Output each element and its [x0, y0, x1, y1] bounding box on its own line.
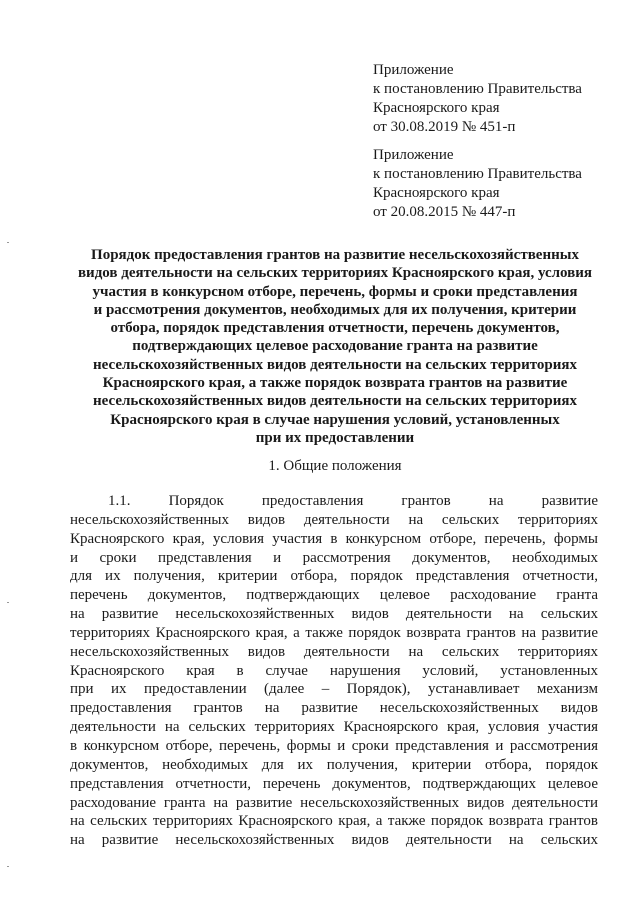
- paragraph-line: Красноярского края в случае нарушения условий, установленных: [70, 662, 598, 679]
- paragraph-line: и сроки представления и рассмотрения документов, необходимых: [70, 549, 598, 566]
- appendix-region-line: Красноярского края: [373, 100, 500, 116]
- title-line: подтверждающих целевое расходование гранта на развитие: [132, 338, 538, 355]
- title-line: при их предоставлении: [255, 429, 415, 446]
- appendix-region-line: Красноярского края: [373, 185, 500, 201]
- appendix-block-2019: [373, 61, 582, 137]
- paragraph-line: расходование гранта на развитие несельскохозяйственных видов деятельности: [70, 794, 598, 811]
- appendix-label: Приложение: [373, 147, 454, 163]
- title-line: отбора, порядок представления отчетности, перечень документов,: [110, 320, 560, 337]
- appendix-resolution-line: к постановлению Правительства: [373, 166, 582, 182]
- paragraph-1-1: [70, 492, 598, 850]
- paragraph-line: для их получения, критерии отбора, порядок представления отчетности,: [70, 568, 598, 585]
- paragraph-line: территориях Красноярского края, а также порядок возврата грантов на развитие: [70, 624, 598, 641]
- appendix-date-number: от 30.08.2019 № 451-п: [373, 119, 516, 135]
- scan-mark: [7, 866, 9, 867]
- paragraph-line: на развитие несельскохозяйственных видов деятельности на сельских: [70, 832, 598, 849]
- paragraph-line: 1.1. Порядок предоставления грантов на развитие: [108, 493, 598, 509]
- document-title: [60, 246, 610, 447]
- appendix-date-number: от 20.08.2015 № 447-п: [373, 204, 516, 220]
- section-heading: 1. Общие положения: [268, 458, 402, 474]
- paragraph-line: Красноярского края, условия участия в конкурсном отборе, перечень, формы: [70, 530, 598, 547]
- title-line: Красноярского края в случае нарушения условий, установленных: [110, 411, 560, 428]
- appendix-block-2015: [373, 146, 582, 222]
- appendix-label: Приложение: [373, 62, 454, 78]
- paragraph-line: документов, необходимых для их получения, критерии отбора, порядок: [70, 756, 598, 773]
- paragraph-line: деятельности на сельских территориях Красноярского края, условия участия: [70, 719, 598, 736]
- paragraph-line: предоставления грантов на развитие несельскохозяйственных видов: [70, 700, 598, 717]
- paragraph-line: на сельских территориях Красноярского края, а также порядок возврата грантов: [70, 813, 598, 830]
- paragraph-line: несельскохозяйственных видов деятельности на сельских территориях: [70, 643, 598, 660]
- title-line: несельскохозяйственных видов деятельности на сельских территориях: [93, 356, 577, 373]
- title-line: и рассмотрения документов, необходимых для их получения, критерии: [93, 301, 577, 318]
- paragraph-line: представления отчетности, перечень документов, подтверждающих целевое: [70, 775, 598, 792]
- paragraph-line: в конкурсном отборе, перечень, формы и сроки представления и рассмотрения: [70, 737, 598, 754]
- appendix-resolution-line: к постановлению Правительства: [373, 81, 582, 97]
- paragraph-line: несельскохозяйственных видов деятельности на сельских территориях: [70, 511, 598, 528]
- paragraph-line: при их предоставлении (далее – Порядок), устанавливает механизм: [70, 681, 598, 698]
- title-line: Порядок предоставления грантов на развитие несельскохозяйственных: [91, 247, 579, 263]
- title-line: несельскохозяйственных видов деятельности на сельских территориях: [93, 393, 577, 410]
- scan-mark: [7, 602, 9, 603]
- title-line: участия в конкурсном отборе, перечень, формы и сроки представления: [92, 283, 578, 300]
- title-line: видов деятельности на сельских территориях Красноярского края, условия: [77, 265, 593, 282]
- paragraph-line: перечень документов, подтверждающих целевое расходование гранта: [70, 587, 598, 604]
- paragraph-line: на развитие несельскохозяйственных видов деятельности на сельских: [70, 606, 598, 623]
- title-line: Красноярского края, а также порядок возврата грантов на развитие: [102, 375, 568, 392]
- scan-mark: [7, 242, 9, 243]
